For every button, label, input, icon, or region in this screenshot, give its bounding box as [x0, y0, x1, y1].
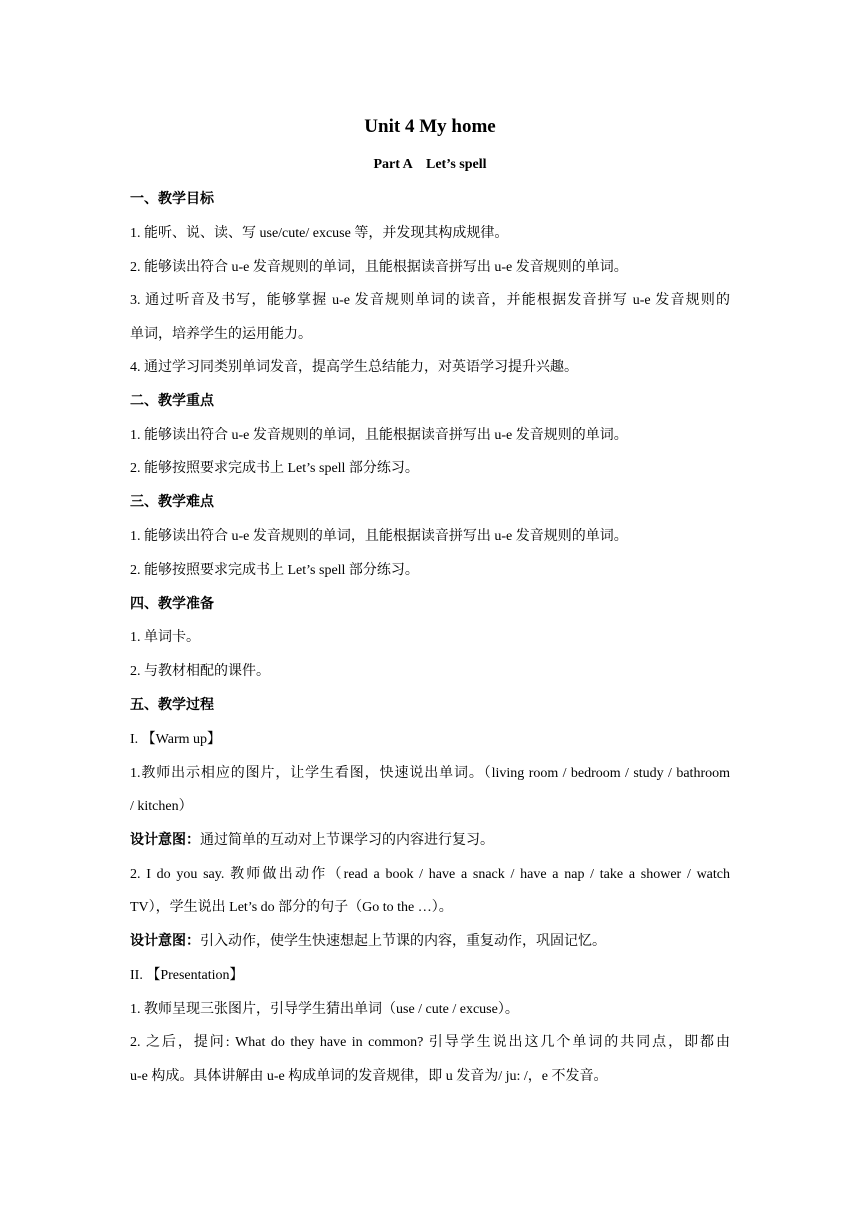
design-intent-text: 引入动作，使学生快速想起上节课的内容，重复动作，巩固记忆。: [200, 934, 606, 949]
design-intent-label: 设计意图：: [130, 833, 200, 848]
preparation-item-1: 1. 单词卡。: [130, 630, 200, 645]
presentation-item-2-line1: 2. 之后，提问: What do they have in common? 引导学生说出这几个单词的共同点，即都由: [130, 1035, 730, 1050]
warmup-item-2-line2: TV），学生说出 Let’s do 部分的句子（Go to the …）。: [130, 900, 453, 915]
page-title: Unit 4 My home: [364, 116, 496, 137]
section-heading-procedure: 五、教学过程: [130, 698, 214, 713]
objective-item-3-line1: 3. 通过听音及书写，能够掌握 u-e 发音规则单词的读音，并能根据发音拼写 u-e 发音规则的: [130, 293, 730, 308]
objective-item-4: 4. 通过学习同类别单词发音，提高学生总结能力，对英语学习提升兴趣。: [130, 360, 578, 375]
section-heading-key-points: 二、教学重点: [130, 394, 214, 409]
warmup-item-1-line1: 1.教师出示相应的图片，让学生看图，快速说出单词。（living room / bedroom / study / bathroom: [130, 766, 730, 781]
presentation-heading: II. 【Presentation】: [130, 968, 244, 983]
key-point-item-1: 1. 能够读出符合 u-e 发音规则的单词，且能根据读音拼写出 u-e 发音规则的单词。: [130, 428, 628, 443]
presentation-item-1: 1. 教师呈现三张图片，引导学生猜出单词（use / cute / excuse）。: [130, 1002, 519, 1017]
design-intent-2: [130, 932, 735, 952]
preparation-item-2: 2. 与教材相配的课件。: [130, 664, 270, 679]
objective-item-2: 2. 能够读出符合 u-e 发音规则的单词，且能根据读音拼写出 u-e 发音规则的单词。: [130, 260, 628, 275]
difficulty-item-1: 1. 能够读出符合 u-e 发音规则的单词，且能根据读音拼写出 u-e 发音规则的单词。: [130, 529, 628, 544]
warmup-item-2-line1: 2. I do you say. 教师做出动作（read a book / have a snack / have a nap / take a shower / watch: [130, 867, 730, 882]
section-heading-preparation: 四、教学准备: [130, 597, 214, 612]
warmup-item-1-line2: / kitchen）: [130, 799, 193, 814]
difficulty-item-2: 2. 能够按照要求完成书上 Let’s spell 部分练习。: [130, 563, 419, 578]
page-subtitle: Part A Let’s spell: [373, 157, 487, 172]
section-heading-objectives: 一、教学目标: [130, 192, 214, 207]
objective-item-1: 1. 能听、说、读、写 use/cute/ excuse 等，并发现其构成规律。: [130, 226, 509, 241]
objective-item-3-line2: 单词，培养学生的运用能力。: [130, 327, 312, 342]
design-intent-1: [130, 831, 735, 851]
presentation-item-2-line2: u-e 构成。具体讲解由 u-e 构成单词的发音规律，即 u 发音为/ ju: /，e 不发音。: [130, 1069, 608, 1084]
key-point-item-2: 2. 能够按照要求完成书上 Let’s spell 部分练习。: [130, 461, 419, 476]
warmup-heading: I. 【Warm up】: [130, 732, 222, 747]
design-intent-label: 设计意图：: [130, 934, 200, 949]
design-intent-text: 通过简单的互动对上节课学习的内容进行复习。: [200, 833, 494, 848]
section-heading-difficulties: 三、教学难点: [130, 495, 214, 510]
